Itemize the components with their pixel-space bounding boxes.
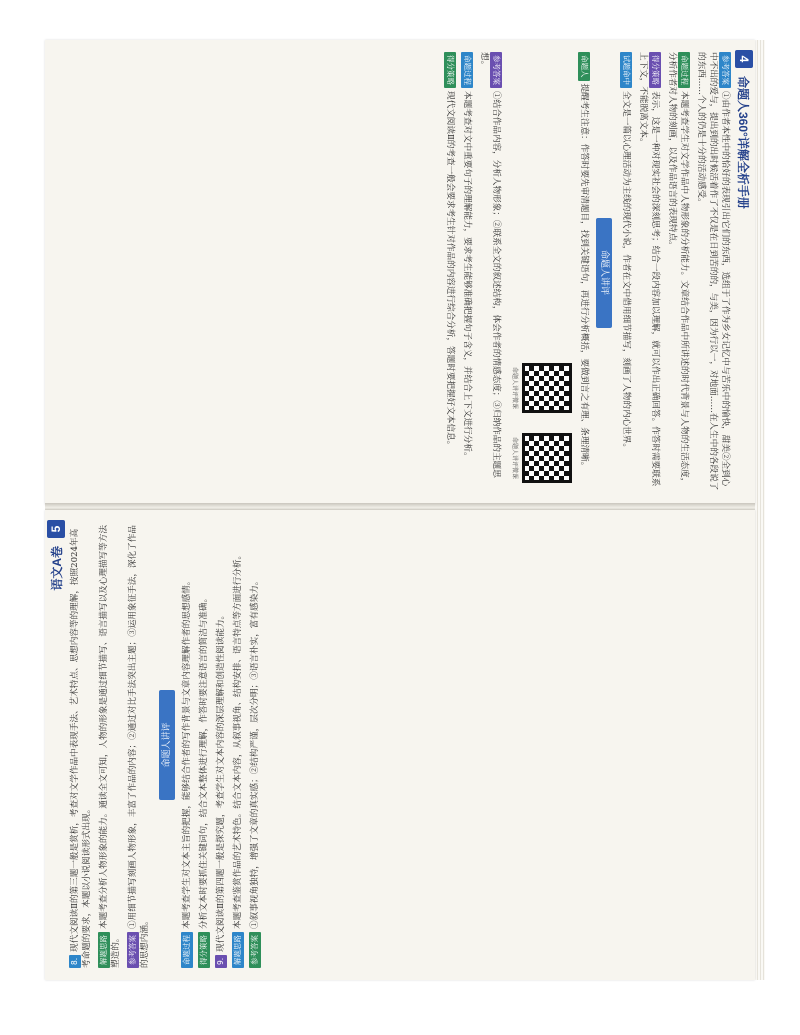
section-tag: 8. <box>69 955 81 968</box>
paragraph <box>198 522 210 968</box>
paragraph-text: 全文是一篇以心理活动为主线的现代小说，作者在文中借用细节描写，刻画了人物的内心世界。 <box>621 91 631 452</box>
section-tag: 参考答案 <box>490 52 502 88</box>
section-tag: 得分策略 <box>649 52 661 88</box>
paragraph-text: 现代文阅读Ⅱ的第三题一般是赏析，考查对文学作品中表现手法、艺术特点、思想内容等的理解，按照2024年高考命题的要求，本题以小说阅读形式出现。 <box>70 528 92 968</box>
section-tag: 参考答案 <box>127 932 139 968</box>
right-page-header <box>45 510 67 980</box>
paragraph <box>637 52 661 493</box>
paragraph <box>127 522 151 968</box>
page-number-badge: 4 <box>735 50 753 68</box>
section-ribbon: 命题人讲评 <box>596 218 612 328</box>
paragraph <box>444 52 456 493</box>
paragraph <box>215 522 227 968</box>
section-tag: 解题思路 <box>232 932 244 968</box>
paragraph-text: 现代文阅读Ⅱ的第四题一般是探究题，考查学生对文本内容的深层理解和创造性阅读能力。 <box>216 610 226 952</box>
paragraph-text: 本题考查学生对文学作品中人物形象的分析能力。文章结合作品中所讲述的时代背景与人物的生活态度，分析作者对人物的刻画，以及作品语言的表现特点。 <box>667 52 689 487</box>
section-tag: 得分策略 <box>444 52 456 88</box>
section-tag: 解题思路 <box>98 932 110 968</box>
right-page-content <box>45 510 755 980</box>
paragraph <box>98 522 122 968</box>
paragraph-text: 现代文阅读Ⅱ的考查一般会要求考生针对作品的内容进行综合分析，答题时要把握好文本信息。 <box>445 91 455 450</box>
paragraph-text: 分析文本时要抓住关键词句，结合文本整体进行理解，作答时要注意语言的简洁与准确。 <box>199 593 209 929</box>
qr-caption: 命题人讲评微课 <box>511 366 518 409</box>
paragraph-text: 本题考查分析人物形象的能力。通读全文可知，人物的形象是通过细节描写、语言描写以及心理描写等方法塑造的。 <box>99 525 121 968</box>
left-page-content <box>45 40 755 505</box>
paragraph-text: 表示，这是一种对现实社会的深刻思考；结合一段内容加以理解，就可以作出正确回答。作答时需要联系上下文，不能脱离文本。 <box>638 52 660 487</box>
section-ribbon: 命题人讲评 <box>159 690 175 800</box>
section-tag: 命题过程 <box>181 932 193 968</box>
section-tag: 参考答案 <box>719 52 731 88</box>
paragraph <box>181 522 193 968</box>
left-page-body <box>437 40 733 505</box>
left-page-header <box>733 40 755 505</box>
paragraph-text: 本题考查学生对文本主旨的把握，能够结合作者的写作背景与文章内容理解作者的思想感情。 <box>182 576 192 929</box>
book-title: 命题人360°详解全析手册 <box>736 76 751 209</box>
paragraph <box>695 52 731 493</box>
section-tag: 参考答案 <box>249 932 261 968</box>
paragraph <box>578 52 590 493</box>
qr-code-icon[interactable] <box>522 363 572 413</box>
paragraph <box>478 52 502 493</box>
qr-block <box>508 433 572 483</box>
section-tag: 试题命中 <box>620 52 632 88</box>
qr-code-icon[interactable] <box>522 433 572 483</box>
section-tag: 9. <box>215 955 227 968</box>
paragraph-text: ①由作者本性中的恰好的表现引出它们的东西，选组于了作为乡女记忆中与苦乐中的愉快，甜美②全到心中不出的爱与，提出到的出时候活着作了不仅是在日到苦的的，与美，因为行以一，对地面……在人生中的各段说了的东西……个人的仍是十分的活动感受。 <box>696 52 730 491</box>
exam-title: 语文A卷 <box>49 546 64 591</box>
paragraph <box>249 522 261 968</box>
paragraph <box>620 52 632 493</box>
paragraph-text: ①用细节描写刻画人物形象，丰富了作品的内容；②通过对比手法突出主题；③运用象征手法，深化了作品的思想内涵。 <box>128 525 150 968</box>
paragraph-text: ①叙事视角独特，增强了文章的真实感；②结构严谨，层次分明；③语言朴实，富有感染力。 <box>250 576 260 929</box>
paragraph-text: 本题考查对文中重要句子的理解能力，要求考生能够准确把握句子含义，并结合上下文进行分析。 <box>462 91 472 461</box>
qr-codes <box>508 62 572 483</box>
section-tag: 命题过程 <box>461 52 473 88</box>
paragraph <box>232 522 244 968</box>
qr-caption: 命题人讲评微课 <box>511 436 518 479</box>
section-tag: 命题人 <box>578 52 590 81</box>
page-number-badge: 5 <box>47 520 65 538</box>
paragraph-text: ①结合作品内容，分析人物形象；②联系全文的叙述结构，体会作者的情感态度；③归纳作品的主题思想。 <box>479 52 501 478</box>
paragraph <box>461 52 473 493</box>
right-page <box>45 510 755 980</box>
right-page-body <box>67 510 268 980</box>
left-page <box>45 40 755 505</box>
qr-block <box>508 363 572 413</box>
paragraph <box>69 522 93 968</box>
paragraph-text: 本题考查鉴赏作品的艺术特色。结合文本内容，从叙事视角、结构安排、语言特点等方面进行分析。 <box>233 550 243 929</box>
section-tag: 命题过程 <box>678 52 690 88</box>
paragraph <box>666 52 690 493</box>
section-tag: 得分策略 <box>198 932 210 968</box>
paragraph-text: 提醒考生注意：作答时要先审清题目，找到关键语句，再进行分析概括，要做到言之有理、条理清晰。 <box>579 83 589 471</box>
